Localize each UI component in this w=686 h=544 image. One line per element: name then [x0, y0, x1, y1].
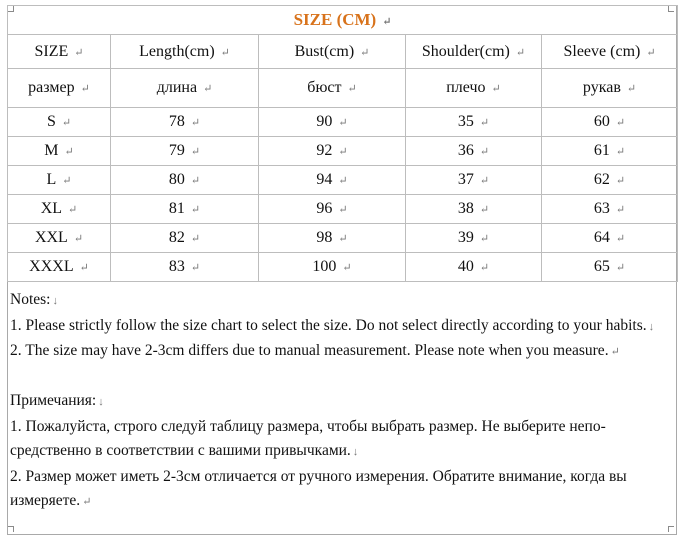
note-ru-1: 1. Пожалуйста, строго следуй таблицу размера, чтобы выбрать размер. Не выберите непо-средственно в соответствии с вашими привычками. ↓ — [10, 417, 606, 459]
header-cell: SIZE ↵ — [8, 35, 111, 69]
table-cell: 96 ↵ — [259, 195, 406, 224]
table-title: SIZE (CM) — [293, 10, 377, 29]
table-cell: 64 ↵ — [542, 224, 678, 253]
table-cell: 90 ↵ — [259, 108, 406, 137]
header-cell: Shoulder(cm) ↵ — [406, 35, 542, 69]
table-row — [8, 108, 678, 137]
table-cell: 61 ↵ — [542, 137, 678, 166]
table-cell: 80 ↵ — [111, 166, 259, 195]
notes-title-ru: Примечания: ↓ — [10, 392, 104, 409]
header-cell-ru: бюст ↵ — [259, 69, 406, 108]
header-cell-ru: рукав ↵ — [542, 69, 678, 108]
table-cell: 79 ↵ — [111, 137, 259, 166]
table-cell: 62 ↵ — [542, 166, 678, 195]
table-cell: S ↵ — [8, 108, 111, 137]
table-cell: 83 ↵ — [111, 253, 259, 282]
table-cell: 35 ↵ — [406, 108, 542, 137]
header-row-ru — [8, 69, 678, 108]
table-cell: 39 ↵ — [406, 224, 542, 253]
table-row — [8, 137, 678, 166]
notes-spacer — [10, 365, 672, 390]
table-cell: 94 ↵ — [259, 166, 406, 195]
table-cell: XL ↵ — [8, 195, 111, 224]
table-cell: 78 ↵ — [111, 108, 259, 137]
header-cell: Length(cm) ↵ — [111, 35, 259, 69]
crop-mark-bottom-right — [668, 526, 674, 532]
note-en-1: 1. Please strictly follow the size chart to select the size. Do not select directly according to your habits. ↓ — [10, 316, 655, 334]
notes-section — [10, 288, 672, 515]
table-cell: 38 ↵ — [406, 195, 542, 224]
notes-title-en: Notes: ↓ — [10, 291, 58, 308]
header-cell-ru: длина ↵ — [111, 69, 259, 108]
header-cell: Sleeve (cm) ↵ — [542, 35, 678, 69]
table-cell: 60 ↵ — [542, 108, 678, 137]
table-cell: M ↵ — [8, 137, 111, 166]
table-cell: 100 ↵ — [259, 253, 406, 282]
table-cell: 92 ↵ — [259, 137, 406, 166]
title-row — [8, 6, 678, 35]
table-cell: 98 ↵ — [259, 224, 406, 253]
table-cell: XXXL ↵ — [8, 253, 111, 282]
header-cell-ru: размер ↵ — [8, 69, 111, 108]
table-cell: 36 ↵ — [406, 137, 542, 166]
note-en-2: 2. The size may have 2-3cm differs due to manual measurement. Please note when you measure. ↵ — [10, 342, 620, 359]
table-row — [8, 195, 678, 224]
crop-mark-bottom-left — [8, 526, 14, 532]
table-cell: XXL ↵ — [8, 224, 111, 253]
table-cell: 81 ↵ — [111, 195, 259, 224]
header-cell-ru: плечо ↵ — [406, 69, 542, 108]
table-row — [8, 224, 678, 253]
table-row — [8, 166, 678, 195]
table-cell: 63 ↵ — [542, 195, 678, 224]
table-cell: 37 ↵ — [406, 166, 542, 195]
table-cell: L ↵ — [8, 166, 111, 195]
note-ru-2: 2. Размер может иметь 2-3см отличается от ручного измерения. Обратите внимание, когда вы измеряете. ↵ — [10, 467, 627, 509]
table-row — [8, 253, 678, 282]
header-cell: Bust(cm) ↵ — [259, 35, 406, 69]
table-cell: 82 ↵ — [111, 224, 259, 253]
header-row-en — [8, 35, 678, 69]
table-cell: 40 ↵ — [406, 253, 542, 282]
size-chart-table — [7, 5, 678, 282]
table-cell: 65 ↵ — [542, 253, 678, 282]
table-title-cell: SIZE (CM) ↵ — [8, 6, 678, 35]
